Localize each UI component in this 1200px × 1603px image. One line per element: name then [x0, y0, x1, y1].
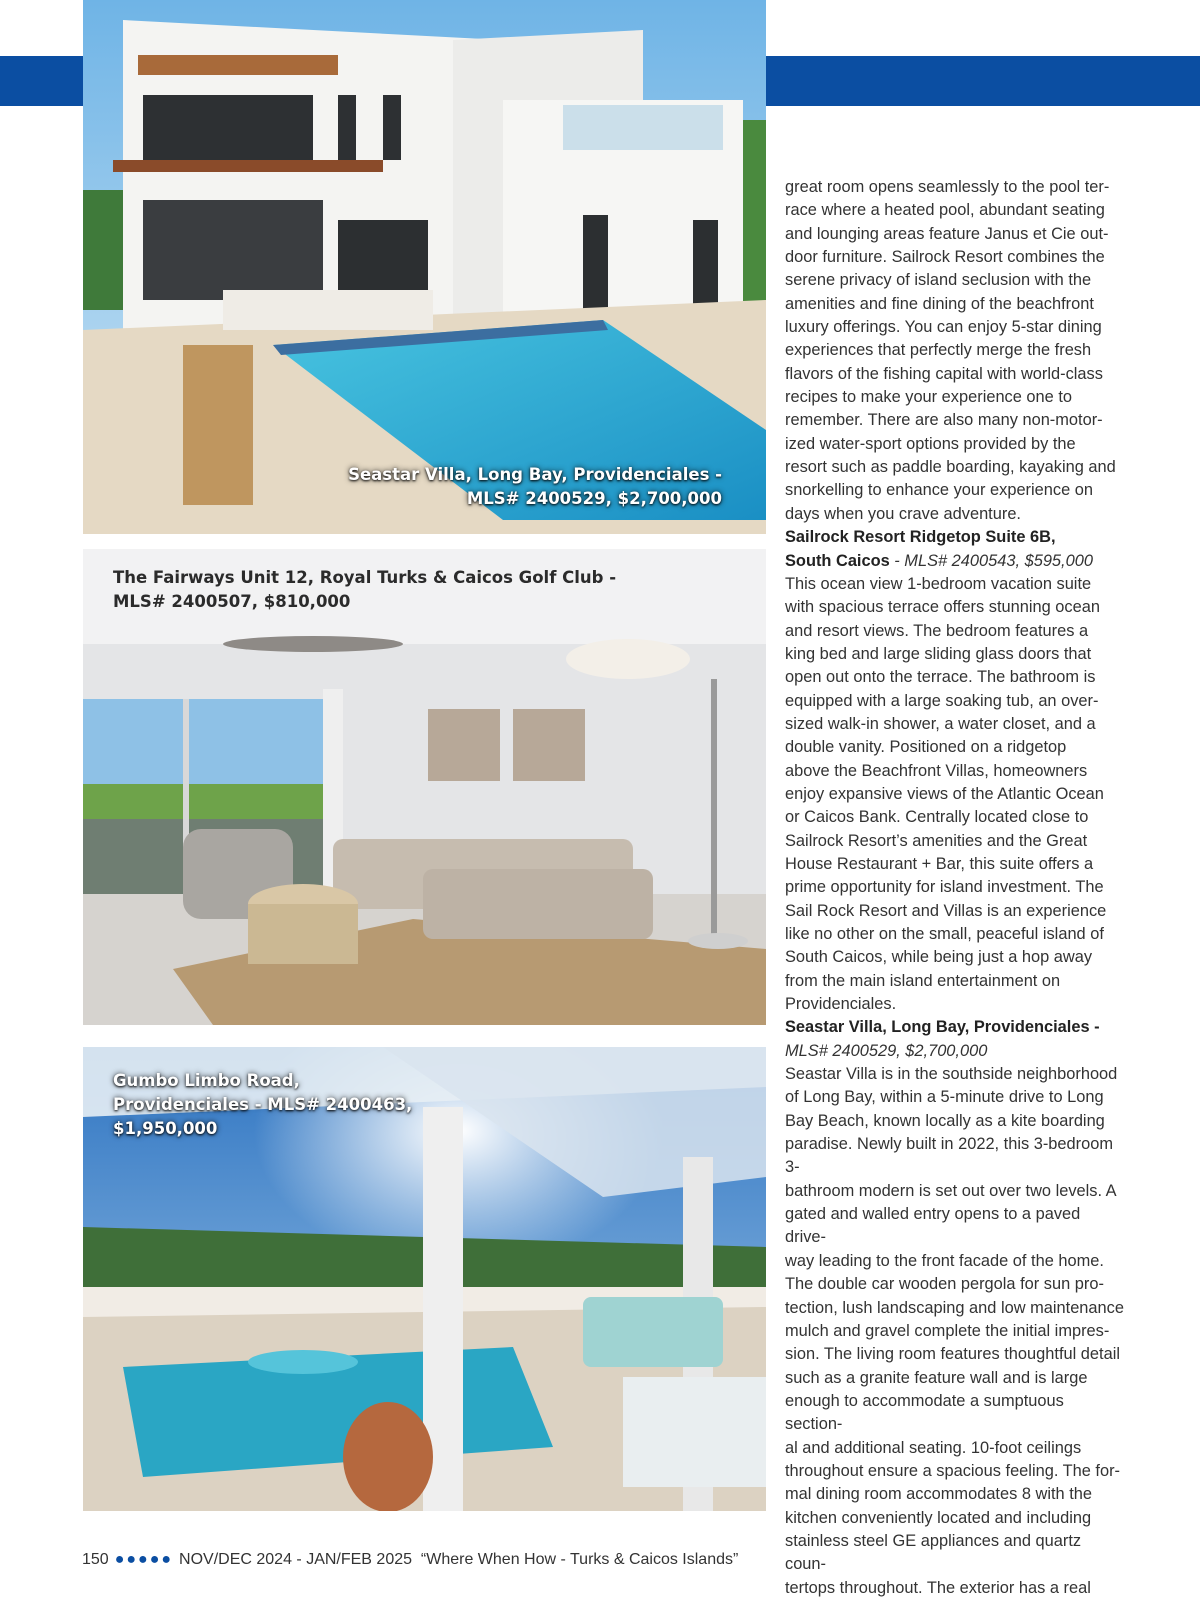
text-line: of Long Bay, within a 5-minute drive to Long — [785, 1088, 1104, 1107]
caption-line: $1,950,000 — [113, 1119, 218, 1138]
photo-seastar-villa — [83, 0, 766, 534]
text-line: like no other on the small, peaceful island of — [785, 925, 1104, 943]
text-line: and resort views. The bedroom features a — [785, 621, 1089, 640]
photo-fairways-unit-12 — [83, 549, 766, 1025]
text-line: recipes to make your experience one to — [785, 388, 1072, 407]
text-line: tection, lush landscaping and low maintenance — [785, 1298, 1124, 1317]
header-band-right — [766, 56, 1200, 106]
caption-gumbo-limbo-road — [113, 1069, 412, 1141]
text-line: Bay Beach, known locally as a kite boarding — [785, 1111, 1105, 1130]
text-line: Sailrock Resort’s amenities and the Great — [785, 831, 1088, 850]
header-band-left — [0, 56, 84, 106]
text-line: great room opens seamlessly to the pool ter- — [785, 178, 1110, 196]
text-line: enough to accommodate a sumptuous section- — [785, 1391, 1064, 1434]
caption-line: Providenciales - MLS# 2400463, — [113, 1095, 413, 1114]
text-line: enjoy expansive views of the Atlantic Ocean — [785, 784, 1104, 803]
text-line: flavors of the fishing capital with world-class — [785, 364, 1103, 383]
article-intro — [785, 176, 1125, 526]
text-line: This ocean view 1-bedroom vacation suite — [785, 574, 1092, 593]
text-line: kitchen conveniently located and including — [785, 1508, 1092, 1527]
text-line: and lounging areas feature Janus et Cie out- — [785, 224, 1109, 243]
listing-sailrock-suite — [785, 526, 1125, 1016]
text-line: paradise. Newly built in 2022, this 3-bedroom 3- — [785, 1135, 1113, 1177]
text-line: or Caicos Bank. Centrally located close to — [785, 808, 1089, 827]
text-line: sized walk-in shower, a water closet, and a — [785, 714, 1096, 733]
text-line: Sail Rock Resort and Villas is an experience — [785, 901, 1107, 920]
listing-heading-line — [785, 550, 1125, 573]
text-line: from the main island entertainment on — [785, 971, 1061, 990]
listing-heading-location: South Caicos — [785, 551, 890, 570]
listing-seastar-villa — [785, 1016, 1125, 1600]
caption-line: The Fairways Unit 12, Royal Turks & Caicos Golf Club - — [113, 568, 617, 587]
text-line: king bed and large sliding glass doors that — [785, 644, 1092, 663]
text-line: House Restaurant + Bar, this suite offers a — [785, 854, 1094, 873]
text-line: race where a heated pool, abundant seating — [785, 201, 1105, 220]
footer-dots: ●●●●● — [114, 1551, 174, 1568]
text-line: open out onto the terrace. The bathroom is — [785, 668, 1096, 687]
text-line: tertops throughout. The exterior has a real — [785, 1578, 1091, 1597]
text-line: days when you crave adventure. — [785, 504, 1021, 523]
text-line: equipped with a large soaking tub, an over- — [785, 691, 1099, 710]
publication-title: “Where When How - Turks & Caicos Islands” — [420, 1551, 739, 1568]
text-line: such as a granite feature wall and is large — [785, 1368, 1088, 1387]
caption-fairways-unit-12 — [113, 566, 616, 614]
text-line: with spacious terrace offers stunning ocean — [785, 598, 1100, 617]
text-line: al and additional seating. 10-foot ceilings — [785, 1438, 1082, 1457]
caption-line: Seastar Villa, Long Bay, Providenciales - — [348, 465, 722, 484]
text-line: bathroom modern is set out over two levels. A — [785, 1181, 1117, 1200]
text-line: door furniture. Sailrock Resort combines the — [785, 248, 1105, 267]
text-line: resort such as paddle boarding, kayaking and — [785, 458, 1116, 477]
text-line: ized water-sport options provided by the — [785, 434, 1076, 453]
caption-seastar-villa — [348, 463, 722, 511]
text-line: South Caicos, while being just a hop away — [785, 948, 1093, 967]
text-line: throughout ensure a spacious feeling. The for- — [785, 1461, 1121, 1480]
text-line: serene privacy of island seclusion with the — [785, 271, 1092, 290]
page-number: 150 — [82, 1551, 109, 1568]
text-line: above the Beachfront Villas, homeowners — [785, 761, 1088, 780]
listing-heading: Seastar Villa, Long Bay, Providenciales - — [785, 1018, 1100, 1037]
listing-mls-price: MLS# 2400529, $2,700,000 — [785, 1041, 988, 1060]
text-line: Providenciales. — [785, 995, 897, 1014]
text-line: Seastar Villa is in the southside neighborhood — [785, 1065, 1118, 1084]
text-line: sion. The living room features thoughtful detail — [785, 1345, 1120, 1364]
listing-mls-price: - MLS# 2400543, $595,000 — [889, 551, 1093, 570]
text-line: prime opportunity for island investment. The — [785, 878, 1104, 897]
text-line: mal dining room accommodates 8 with the — [785, 1485, 1093, 1504]
text-line: double vanity. Positioned on a ridgetop — [785, 738, 1067, 757]
article-column — [785, 176, 1125, 1600]
text-line: remember. There are also many non-motor- — [785, 411, 1103, 430]
text-line: mulch and gravel complete the initial impres- — [785, 1321, 1110, 1340]
caption-line: MLS# 2400507, $810,000 — [113, 592, 351, 611]
text-line: way leading to the front facade of the home. — [785, 1251, 1104, 1270]
page-footer — [82, 1551, 738, 1569]
text-line: experiences that perfectly merge the fresh — [785, 341, 1092, 360]
text-line: stainless steel GE appliances and quartz coun- — [785, 1531, 1082, 1574]
text-line: luxury offerings. You can enjoy 5-star dining — [785, 318, 1102, 337]
text-line: gated and walled entry opens to a paved drive- — [785, 1205, 1081, 1247]
text-line: amenities and fine dining of the beachfront — [785, 294, 1094, 313]
caption-line: Gumbo Limbo Road, — [113, 1071, 300, 1090]
listing-heading: Sailrock Resort Ridgetop Suite 6B, — [785, 528, 1056, 547]
text-line: The double car wooden pergola for sun pro- — [785, 1275, 1104, 1294]
issue-dates: NOV/DEC 2024 - JAN/FEB 2025 — [179, 1551, 413, 1568]
text-line: snorkelling to enhance your experience on — [785, 481, 1093, 500]
caption-line: MLS# 2400529, $2,700,000 — [466, 489, 722, 508]
